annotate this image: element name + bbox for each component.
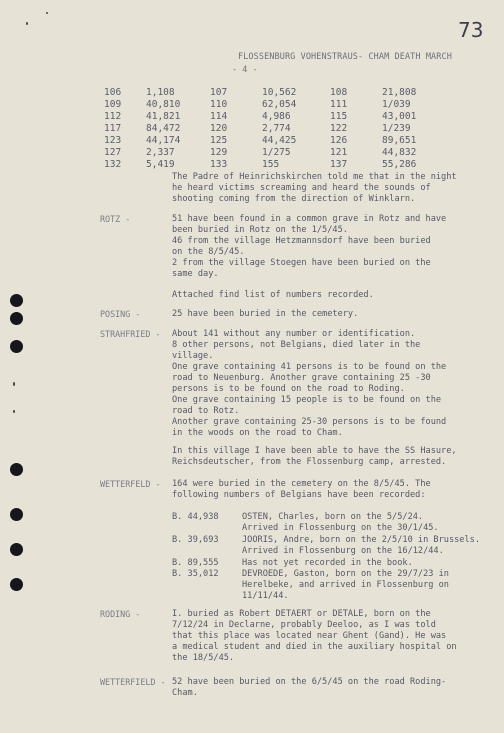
- record-number: B. 44,938: [172, 512, 219, 522]
- table-cell: 122: [330, 123, 348, 134]
- text-line: 8 other persons, not Belgians, died later in the: [172, 340, 421, 350]
- punch-hole: [10, 463, 23, 476]
- text-line: Reichsdeutscher, from the Flossenburg camp, arrested.: [172, 457, 447, 467]
- table-cell: 123: [104, 135, 122, 146]
- table-cell: 109: [104, 99, 122, 110]
- section-body-rotz: [172, 214, 446, 280]
- table-cell: 44,425: [262, 135, 297, 146]
- table-cell: 62,054: [262, 99, 297, 110]
- text-line: I. buried as Robert DETAERT or DETALE, born on the: [172, 609, 431, 619]
- punch-hole: [10, 508, 23, 521]
- text-line: 52 have been buried on the 6/5/45 on the road Roding-: [172, 677, 447, 687]
- speck: [13, 410, 15, 413]
- text-line: Arrived in Flossenburg on the 30/1/45.: [242, 523, 439, 533]
- table-cell: 126: [330, 135, 348, 146]
- table-cell: 115: [330, 111, 348, 122]
- table-cell: 5,419: [146, 159, 175, 170]
- punch-hole: [10, 340, 23, 353]
- table-cell: 84,472: [146, 123, 181, 134]
- table-cell: 44,174: [146, 135, 181, 146]
- table-cell: 1,108: [146, 87, 175, 98]
- table-cell: 40,810: [146, 99, 181, 110]
- text-line: 2 from the village Stoegen have been buried on the: [172, 258, 431, 268]
- table-cell: 1/039: [382, 99, 411, 110]
- record-details: [242, 535, 480, 557]
- table-cell: 44,832: [382, 147, 417, 158]
- section-label-wetterfeld: WETTERFELD -: [100, 479, 161, 489]
- text-line: that this place was located near Ghent (Gand). He was: [172, 631, 447, 641]
- text-line: 164 were buried in the cemetery on the 8/5/45. The: [172, 479, 431, 489]
- document-title: FLOSSENBURG VOHENSTRAUS- CHAM DEATH MARCH: [238, 52, 452, 62]
- text-line: 51 have been found in a common grave in Rotz and have: [172, 214, 447, 224]
- punch-hole: [10, 312, 23, 325]
- text-line: he heard victims screaming and heard the sounds of: [172, 183, 431, 193]
- speck: [13, 382, 15, 386]
- arrest-note: [172, 446, 457, 468]
- intro-paragraph: [172, 172, 457, 205]
- punch-hole: [10, 294, 23, 307]
- text-line: persons is to be found on the road to Roding.: [172, 384, 405, 394]
- text-line: Cham.: [172, 688, 198, 698]
- section-body-wetterfield: [172, 677, 446, 699]
- record-number: B. 39,693: [172, 535, 219, 545]
- text-line: same day.: [172, 269, 219, 279]
- table-cell: 41,821: [146, 111, 181, 122]
- section-body-wetterfeld: [172, 479, 431, 501]
- speck: [46, 12, 48, 14]
- text-line: village.: [172, 351, 214, 361]
- section-body-roding: [172, 609, 457, 664]
- text-line: shooting coming from the direction of Winklarn.: [172, 194, 416, 204]
- table-cell: 127: [104, 147, 122, 158]
- table-cell: 155: [262, 159, 280, 170]
- text-line: the 18/5/45.: [172, 653, 235, 663]
- table-cell: 129: [210, 147, 228, 158]
- text-line: JOORIS, Andre, born on the 2/5/10 in Brussels.: [242, 535, 480, 545]
- text-line: been buried in Rotz on the 1/5/45.: [172, 225, 348, 235]
- table-cell: 112: [104, 111, 122, 122]
- record-details: [242, 569, 449, 602]
- text-line: Another grave containing 25-30 persons is to be found: [172, 417, 447, 427]
- text-line: One grave containing 15 people is to be found on the: [172, 395, 442, 405]
- text-line: road to Rotz.: [172, 406, 240, 416]
- table-cell: 107: [210, 87, 228, 98]
- text-line: Has not yet recorded in the book.: [242, 558, 413, 568]
- table-cell: 125: [210, 135, 228, 146]
- text-line: 11/11/44.: [242, 591, 289, 601]
- record-details: [242, 512, 439, 534]
- table-cell: 117: [104, 123, 122, 134]
- table-cell: 55,286: [382, 159, 417, 170]
- table-cell: 21,808: [382, 87, 417, 98]
- text-line: The Padre of Heinrichskirchen told me that in the night: [172, 172, 457, 182]
- text-line: OSTEN, Charles, born on the 5/5/24.: [242, 512, 424, 522]
- table-cell: 137: [330, 159, 348, 170]
- record-number: B. 35,012: [172, 569, 219, 579]
- table-cell: 132: [104, 159, 122, 170]
- text-line: road to Neuenburg. Another grave containing 25 -30: [172, 373, 431, 383]
- text-line: 7/12/24 in Declarne, probably Deeloo, as I was told: [172, 620, 436, 630]
- table-cell: 121: [330, 147, 348, 158]
- text-line: One grave containing 41 persons is to be found on the: [172, 362, 447, 372]
- text-line: About 141 without any number or identification.: [172, 329, 416, 339]
- punch-hole: [10, 543, 23, 556]
- table-cell: 10,562: [262, 87, 297, 98]
- section-label-roding: RODING -: [100, 609, 141, 619]
- page-number: 73: [458, 18, 484, 42]
- table-cell: 106: [104, 87, 122, 98]
- text-line: a medical student and died in the auxiliary hospital on: [172, 642, 457, 652]
- table-cell: 120: [210, 123, 228, 134]
- section-body-strahfried: [172, 329, 446, 439]
- section-label-wetterfield: WETTERFIELD -: [100, 677, 166, 687]
- table-cell: 1/239: [382, 123, 411, 134]
- table-cell: 1/275: [262, 147, 291, 158]
- text-line: Herelbeke, and arrived in Flossenburg on: [242, 580, 449, 590]
- table-cell: 43,001: [382, 111, 417, 122]
- section-body-posing: [172, 309, 358, 320]
- text-line: following numbers of Belgians have been recorded:: [172, 490, 426, 500]
- table-cell: 110: [210, 99, 228, 110]
- text-line: 25 have been buried in the cemetery.: [172, 309, 359, 319]
- text-line: DEVROEDE, Gaston, born on the 29/7/23 in: [242, 569, 449, 579]
- table-cell: 89,651: [382, 135, 417, 146]
- table-cell: 2,774: [262, 123, 291, 134]
- table-cell: 108: [330, 87, 348, 98]
- text-line: Arrived in Flossenburg on the 16/12/44.: [242, 546, 444, 556]
- section-label-posing: POSING -: [100, 309, 141, 319]
- section-label-rotz: ROTZ -: [100, 214, 131, 224]
- speck: [26, 22, 28, 25]
- record-number: B. 89,555: [172, 558, 219, 568]
- punch-hole: [10, 578, 23, 591]
- table-cell: 111: [330, 99, 348, 110]
- table-cell: 114: [210, 111, 228, 122]
- record-details: [242, 558, 413, 569]
- attached-note: [172, 290, 374, 301]
- text-line: 46 from the village Hetzmannsdorf have been buried: [172, 236, 431, 246]
- text-line: on the 8/5/45.: [172, 247, 245, 257]
- section-label-strahfried: STRAHFRIED -: [100, 329, 161, 339]
- table-cell: 133: [210, 159, 228, 170]
- text-line: Attached find list of numbers recorded.: [172, 290, 374, 300]
- text-line: In this village I have been able to have the SS Hasure,: [172, 446, 457, 456]
- table-cell: 2,337: [146, 147, 175, 158]
- document-subtitle: - 4 -: [232, 65, 258, 75]
- text-line: in the woods on the road to Cham.: [172, 428, 343, 438]
- table-cell: 4,986: [262, 111, 291, 122]
